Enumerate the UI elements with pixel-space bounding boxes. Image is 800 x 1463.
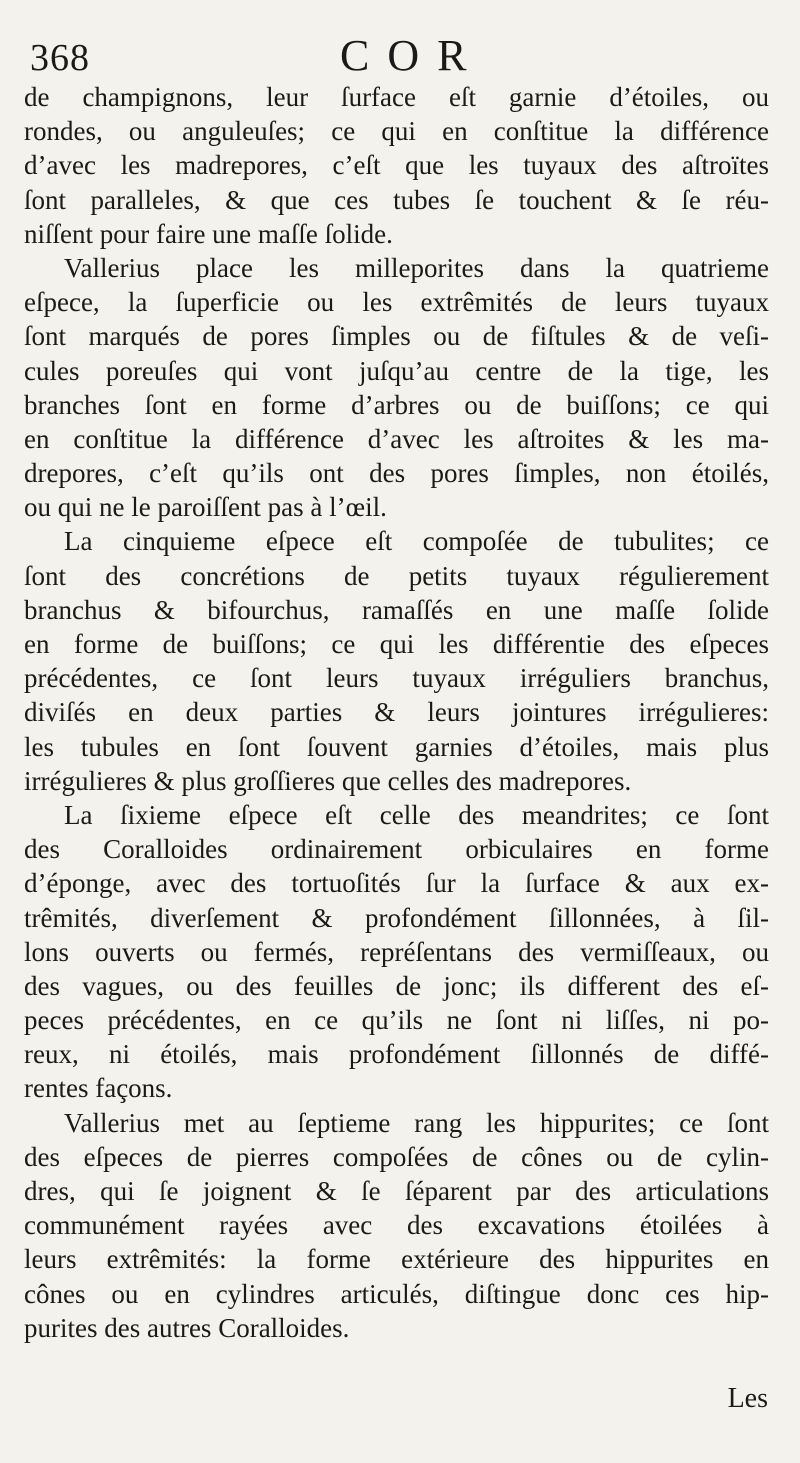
text-line: peces précédentes, en ce qu’ils ne ſont ni liſſes, ni po- xyxy=(24,1005,769,1036)
running-head: COR xyxy=(340,31,485,80)
text-line: lons ouverts ou fermés, repréſentans des vermiſſeaux, ou xyxy=(24,936,769,967)
text-line: rentes façons. xyxy=(24,1073,173,1104)
page-number: 368 xyxy=(30,37,90,79)
text-line: leurs extrêmités: la forme extérieure des hippurites en xyxy=(24,1244,769,1275)
text-line: les tubules en ſont ſouvent garnies d’étoiles, mais plus xyxy=(24,731,769,762)
text-line: ſont des concrétions de petits tuyaux régulierement xyxy=(24,560,769,591)
text-line: d’éponge, avec des tortuoſités ſur la ſurface & aux ex- xyxy=(24,868,769,899)
text-line: ſont marqués de pores ſimples ou de fiſtules & de veſi- xyxy=(24,321,769,352)
text-line: précédentes, ce ſont leurs tuyaux irréguliers branchus, xyxy=(24,663,769,694)
text-line: purites des autres Coralloides. xyxy=(24,1312,350,1343)
text-line: eſpece, la ſuperficie ou les extrêmités de leurs tuyaux xyxy=(24,287,769,318)
text-line: La ſixieme eſpece eſt celle des meandrites; ce ſont xyxy=(64,799,769,830)
text-line: des eſpeces de pierres compoſées de cônes ou de cylin- xyxy=(24,1141,769,1172)
body-text xyxy=(24,80,769,1345)
text-line: des vagues, ou des feuilles de jonc; ils different des eſ- xyxy=(24,970,769,1001)
catchword: Les xyxy=(727,1383,768,1414)
text-line: cônes ou en cylindres articulés, diſtingue donc ces hip- xyxy=(24,1278,769,1309)
text-line: La cinquieme eſpece eſt compoſée de tubulites; ce xyxy=(64,526,769,557)
text-line: trêmités, diverſement & profondément ſillonnées, à ſil- xyxy=(24,902,769,933)
text-line: dres, qui ſe joignent & ſe ſéparent par des articulations xyxy=(24,1176,769,1206)
text-line: diviſés en deux parties & leurs jointures irrégulieres: xyxy=(24,697,769,728)
text-line: cules poreuſes qui vont juſqu’au centre de la tige, les xyxy=(24,355,769,386)
text-line: irrégulieres & plus groſſieres que celles des madrepores. xyxy=(24,765,632,796)
text-line: Vallerius place les milleporites dans la quatrieme xyxy=(64,252,769,283)
text-line: drepores, c’eſt qu’ils ont des pores ſimples, non étoilés, xyxy=(24,458,769,489)
text-line: reux, ni étoilés, mais profondément ſillonnés de diffé- xyxy=(24,1039,769,1070)
text-line: en forme de buiſſons; ce qui les différentie des eſpeces xyxy=(24,629,769,659)
text-line: branchus & bifourchus, ramaſſés en une maſſe ſolide xyxy=(24,594,769,625)
text-line: ou qui ne le paroiſſent pas à l’œil. xyxy=(24,492,387,523)
text-line: branches ſont en forme d’arbres ou de buiſſons; ce qui xyxy=(24,389,769,420)
text-line: communément rayées avec des excavations étoilées à xyxy=(24,1210,769,1241)
text-line: d’avec les madrepores, c’eſt que les tuyaux des aſtroïtes xyxy=(24,150,769,181)
text-line: en conſtitue la différence d’avec les aſtroites & les ma- xyxy=(24,423,769,454)
text-line: ſont paralleles, & que ces tubes ſe touchent & ſe réu- xyxy=(24,184,769,215)
text-line: niſſent pour faire une maſſe ſolide. xyxy=(24,218,393,249)
text-line: de champignons, leur ſurface eſt garnie d’étoiles, ou xyxy=(24,82,769,112)
page-header xyxy=(0,30,800,80)
text-line: Vallerius met au ſeptieme rang les hippurites; ce ſont xyxy=(64,1107,769,1138)
text-line: rondes, ou anguleuſes; ce qui en conſtitue la différence xyxy=(24,116,769,147)
text-line: des Coralloides ordinairement orbiculaires en forme xyxy=(24,834,769,865)
